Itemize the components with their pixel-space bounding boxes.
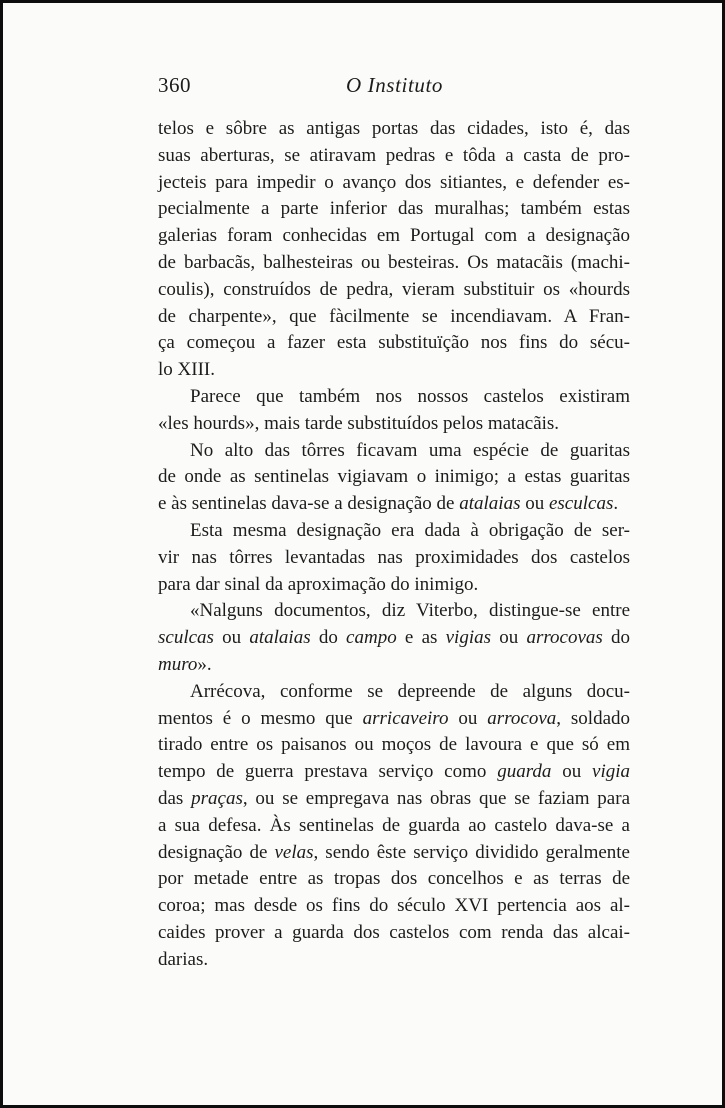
text-segment: de barbacãs, balhesteiras ou besteiras. Os matacãis (machi-: [158, 251, 630, 273]
text-line: [158, 840, 630, 867]
text-segment: darias.: [158, 948, 209, 970]
italic-term: vigia: [592, 761, 631, 783]
text-segment: Arrécova, conforme se depreende de alguns docu-: [190, 680, 630, 702]
italic-term: vigias: [445, 627, 492, 649]
text-segment: «les hourds», mais tarde substituídos pelos matacãis.: [158, 412, 560, 434]
text-line: [158, 759, 630, 786]
text-line: [158, 196, 630, 223]
text-segment: .: [613, 493, 619, 515]
text-segment: , sendo êste serviço dividido geralmente: [313, 841, 630, 863]
text-segment: designação de: [158, 841, 275, 863]
text-line: [158, 572, 630, 599]
paragraph: [158, 438, 630, 518]
text-line: [158, 116, 630, 143]
italic-term: atalaias: [249, 627, 311, 649]
paragraph: [158, 679, 630, 974]
text-segment: coulis), construídos de pedra, vieram substituir os «hourds: [158, 278, 630, 300]
italic-term: velas: [274, 841, 314, 863]
text-segment: pecialmente a parte inferior das muralhas; também estas: [158, 198, 630, 220]
italic-term: praças: [191, 787, 243, 809]
text-segment: «Nalguns documentos, diz Viterbo, distingue-se entre: [190, 600, 630, 622]
text-segment: ou: [213, 627, 250, 649]
text-segment: suas aberturas, se atiravam pedras e tôda a casta de pro-: [158, 144, 630, 166]
italic-term: esculcas: [548, 493, 614, 515]
italic-term: arrocovas: [526, 627, 603, 649]
text-segment: para dar sinal da aproximação do inimigo.: [158, 573, 479, 595]
text-line: [158, 732, 630, 759]
text-segment: , soldado: [556, 707, 631, 729]
text-segment: tirado entre os paisanos ou moços de lavoura e que só em: [158, 734, 630, 756]
text-segment: ou: [551, 761, 593, 783]
italic-term: campo: [346, 627, 397, 649]
italic-term: muro: [158, 653, 198, 675]
text-segment: vir nas tôrres levantadas nas proximidades dos castelos: [158, 546, 630, 568]
text-line: [158, 438, 630, 465]
text-line: [158, 277, 630, 304]
text-segment: do: [310, 627, 347, 649]
text-segment: , ou se empregava nas obras que se faziam para: [242, 787, 630, 809]
text-line: [158, 625, 630, 652]
text-line: [158, 330, 630, 357]
italic-term: sculcas: [158, 627, 214, 649]
text-segment: jecteis para impedir o avanço dos sitiantes, e defender es-: [158, 171, 630, 193]
paragraph: [158, 518, 630, 598]
text-segment: e às sentinelas dava-se a designação de: [158, 493, 460, 515]
text-line: [158, 545, 630, 572]
text-segment: do: [602, 627, 631, 649]
text-segment: ou: [491, 627, 527, 649]
text-line: [158, 411, 630, 438]
text-segment: por metade entre as tropas dos concelhos e as terras de: [158, 868, 630, 890]
text-line: [158, 786, 630, 813]
page-number: 360: [158, 73, 191, 97]
text-line: [158, 464, 630, 491]
page-header: [158, 73, 630, 103]
text-segment: ».: [197, 653, 212, 675]
text-line: [158, 813, 630, 840]
text-segment: ça começou a fazer esta substituïção nos fins do sécu-: [158, 332, 630, 354]
text-segment: ou: [520, 493, 549, 515]
text-line: [158, 598, 630, 625]
text-segment: lo XIII.: [158, 359, 215, 381]
text-line: [158, 866, 630, 893]
text-segment: tempo de guerra prestava serviço como: [158, 761, 498, 783]
page-body: [158, 116, 630, 974]
paragraph: [158, 116, 630, 384]
text-segment: caides prover a guarda dos castelos com renda das alcai-: [158, 921, 630, 943]
text-line: [158, 947, 630, 974]
paragraph: [158, 598, 630, 678]
text-line: [158, 491, 630, 518]
text-segment: coroa; mas desde os fins do século XVI pertencia aos al-: [158, 895, 630, 917]
text-segment: das: [158, 787, 192, 809]
text-line: [158, 518, 630, 545]
text-segment: galerias foram conhecidas em Portugal com a designação: [158, 225, 630, 247]
italic-term: arricaveiro: [362, 707, 449, 729]
italic-term: atalaias: [459, 493, 521, 515]
text-segment: ou: [448, 707, 488, 729]
text-line: [158, 384, 630, 411]
text-line: [158, 250, 630, 277]
text-line: [158, 679, 630, 706]
text-segment: telos e sôbre as antigas portas das cidades, isto é, das: [158, 118, 630, 139]
text-line: [158, 223, 630, 250]
italic-term: guarda: [497, 761, 552, 783]
text-segment: de onde as sentinelas vigiavam o inimigo; a estas guaritas: [158, 466, 630, 488]
text-segment: e as: [396, 627, 446, 649]
text-segment: No alto das tôrres ficavam uma espécie de guaritas: [190, 439, 630, 461]
paragraph: [158, 384, 630, 438]
text-segment: Parece que também nos nossos castelos existiram: [190, 385, 630, 407]
text-segment: Esta mesma designação era dada à obrigação de ser-: [190, 519, 630, 541]
text-line: [158, 357, 630, 384]
text-segment: a sua defesa. Às sentinelas de guarda ao castelo dava-se a: [158, 814, 630, 836]
text-line: [158, 170, 630, 197]
text-segment: mentos é o mesmo que: [158, 707, 363, 729]
text-line: [158, 706, 630, 733]
text-line: [158, 304, 630, 331]
text-line: [158, 893, 630, 920]
text-segment: de charpente», que fàcilmente se incendiavam. A Fran-: [158, 305, 630, 327]
italic-term: arrocova: [487, 707, 557, 729]
text-line: [158, 652, 630, 679]
text-line: [158, 920, 630, 947]
running-title: O Instituto: [346, 73, 444, 97]
text-line: [158, 143, 630, 170]
